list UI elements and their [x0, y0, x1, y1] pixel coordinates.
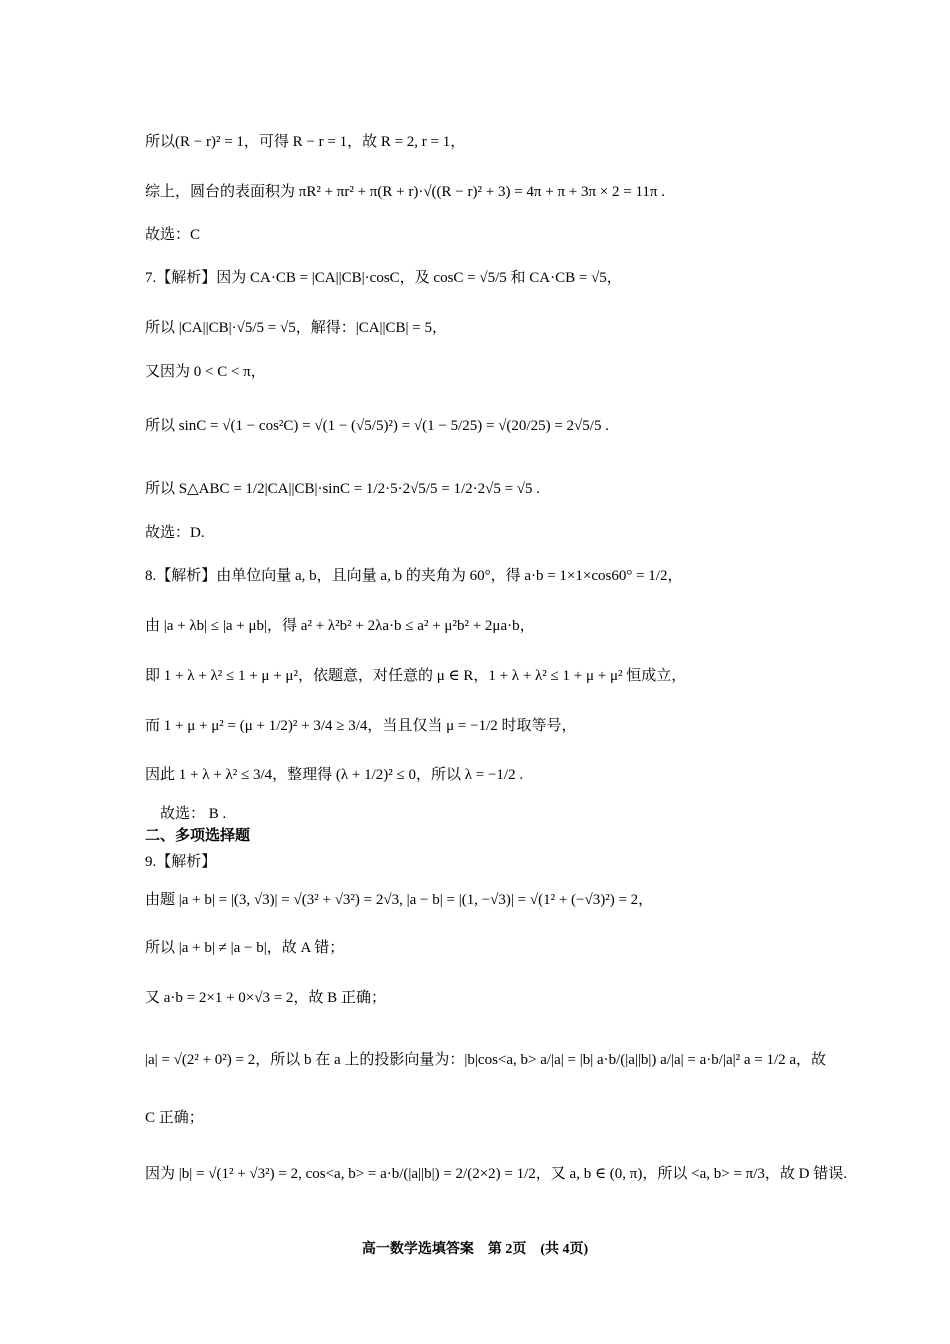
text-line-13: 而 1 + μ + μ² = (μ + 1/2)² + 3/4 ≥ 3/4，当且仅当 μ = −1/2 时取等号， [145, 718, 577, 734]
text-line-21: |a| = √(2² + 0²) = 2，所以 b 在 a 上的投影向量为：|b|cos<a, b> a/|a| = |b| a·b/(|a||b|) a/|a| = a·b/|a|² a = 1/2 a，故 [145, 1052, 827, 1068]
section-heading: 二、多项选择题 [145, 828, 251, 844]
text-line-1: 所以(R − r)² = 1，可得 R − r = 1，故 R = 2, r = 1， [145, 134, 466, 150]
page-footer: 高一数学选填答案 第 2页 (共 4页) [361, 1242, 589, 1257]
text-line-22: C 正确； [145, 1110, 204, 1126]
text-line-17: 9.【解析】 [145, 854, 217, 870]
text-line-19: 所以 |a + b| ≠ |a − b|，故 A 错； [145, 940, 345, 956]
text-line-8: 所以 S△ABC = 1/2|CA||CB|·sinC = 1/2·5·2√5/5 = 1/2·2√5 = √5 . [145, 481, 541, 497]
text-line-3: 故选：C [145, 227, 201, 243]
text-line-12: 即 1 + λ + λ² ≤ 1 + μ + μ²，依题意，对任意的 μ ∈ R，1 + λ + λ² ≤ 1 + μ + μ² 恒成立， [145, 668, 687, 684]
text-line-5: 所以 |CA||CB|·√5/5 = √5，解得：|CA||CB| = 5， [145, 320, 448, 336]
text-line-2: 综上，圆台的表面积为 πR² + πr² + π(R + r)·√((R − r)² + 3) = 4π + π + 3π × 2 = 11π . [145, 184, 665, 200]
text-line-11: 由 |a + λb| ≤ |a + μb|，得 a² + λ²b² + 2λa·b ≤ a² + μ²b² + 2μa·b， [145, 618, 535, 634]
text-line-23: 因为 |b| = √(1² + √3²) = 2, cos<a, b> = a·b/(|a||b|) = 2/(2×2) = 1/2，又 a, b ∈ (0, π)，所以 <a, b> = π/3，故 D 错误. [145, 1166, 847, 1182]
text-line-15: 故选： B . [160, 806, 227, 822]
text-line-6: 又因为 0 < C < π， [145, 364, 266, 380]
text-line-18: 由题 |a + b| = |(3, √3)| = √(3² + √3²) = 2√3, |a − b| = |(1, −√3)| = √(1² + (−√3)²) = 2， [145, 892, 654, 908]
text-line-14: 因此 1 + λ + λ² ≤ 3/4，整理得 (λ + 1/2)² ≤ 0，所以 λ = −1/2 . [145, 767, 524, 783]
text-line-20: 又 a·b = 2×1 + 0×√3 = 2，故 B 正确； [145, 990, 386, 1006]
text-line-4: 7.【解析】因为 CA·CB = |CA||CB|·cosC，及 cosC = √5/5 和 CA·CB = √5， [145, 270, 622, 286]
text-line-7: 所以 sinC = √(1 − cos²C) = √(1 − (√5/5)²) = √(1 − 5/25) = √(20/25) = 2√5/5 . [145, 418, 609, 434]
text-line-10: 8.【解析】由单位向量 a, b，且向量 a, b 的夹角为 60°，得 a·b = 1×1×cos60° = 1/2， [145, 568, 683, 584]
text-line-9: 故选：D. [145, 525, 205, 541]
